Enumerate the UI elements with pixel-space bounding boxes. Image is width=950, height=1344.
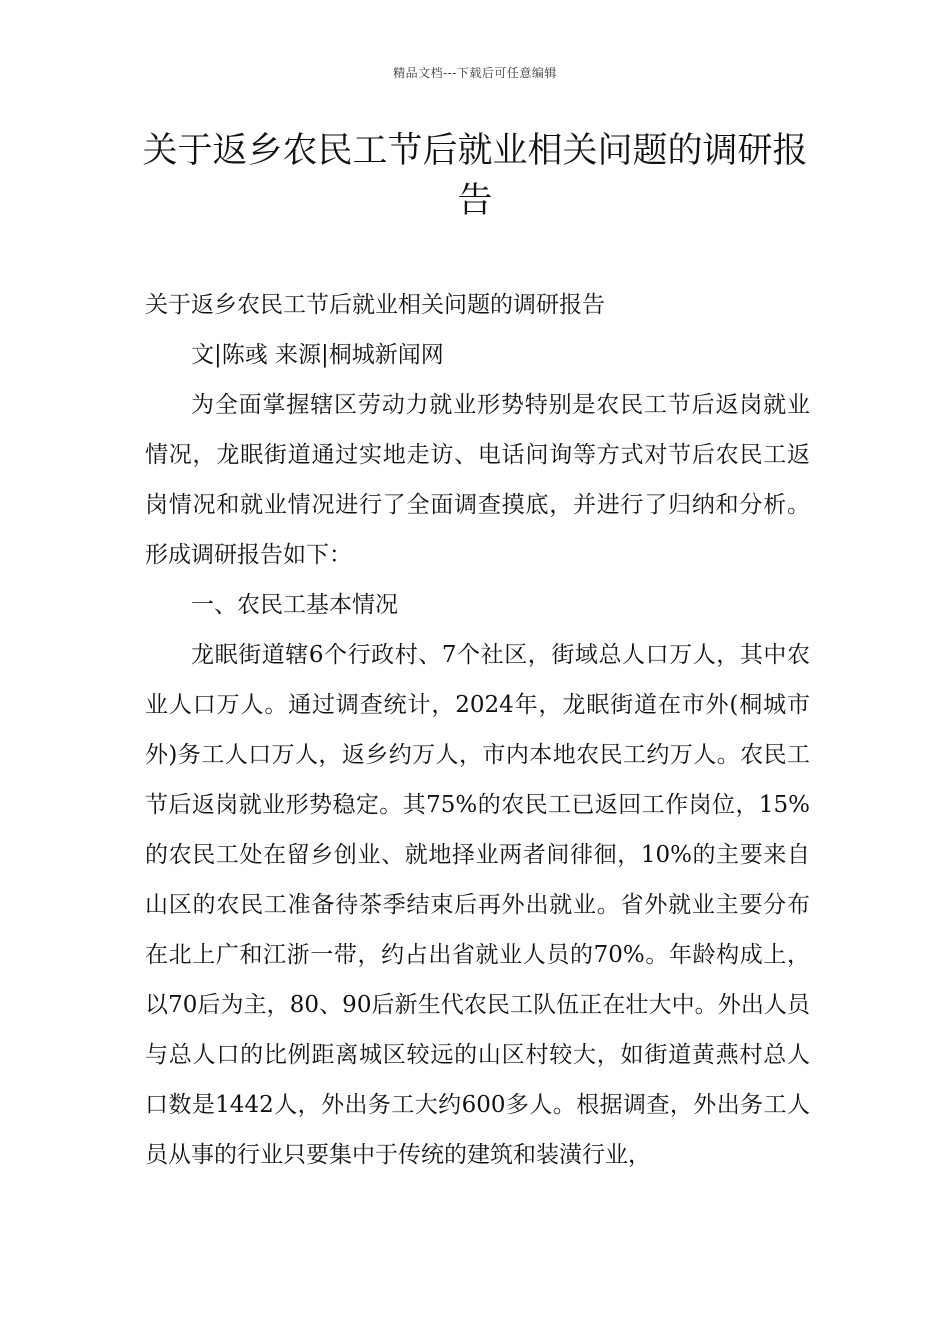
byline: 文|陈彧 来源|桐城新闻网 [191, 342, 444, 368]
document-title: 关于返乡农民工节后就业相关问题的调研报告 [142, 131, 808, 221]
document-body [145, 280, 810, 1180]
document-subtitle: 关于返乡农民工节后就业相关问题的调研报告 [145, 292, 605, 318]
paragraph-basic-situation: 龙眠街道辖6个行政村、7个社区，街域总人口万人，其中农业人口万人。通过调查统计，2024年，龙眠街道在市外(桐城市外)务工人口万人，返乡约万人，市内本地农民工约万人。农民工节后返岗就业形势稳定。其75%的农民工已返回工作岗位，15%的农民工处在留乡创业、就地择业两者间徘徊，10%的主要来自山区的农民工准备待茶季结束后再外出就业。省外就业主要分布在北上广和江浙一带，约占出省就业人员的70%。年龄构成上，以70后为主，80、90后新生代农民工队伍正在壮大中。外出人员与总人口的比例距离城区较远的山区村较大，如街道黄燕村总人口数是1442人，外出务工大约600多人。根据调查，外出务工人员从事的行业只要集中于传统的建筑和装潢行业， [145, 642, 810, 1168]
paragraph-intro: 为全面掌握辖区劳动力就业形势特别是农民工节后返岗就业情况，龙眠街道通过实地走访、电话问询等方式对节后农民工返岗情况和就业情况进行了全面调查摸底，并进行了归纳和分析。形成调研报告如下： [145, 392, 810, 568]
header-note: 精品文档---下载后可任意编辑 [393, 66, 557, 80]
section-heading: 一、农民工基本情况 [191, 592, 398, 618]
